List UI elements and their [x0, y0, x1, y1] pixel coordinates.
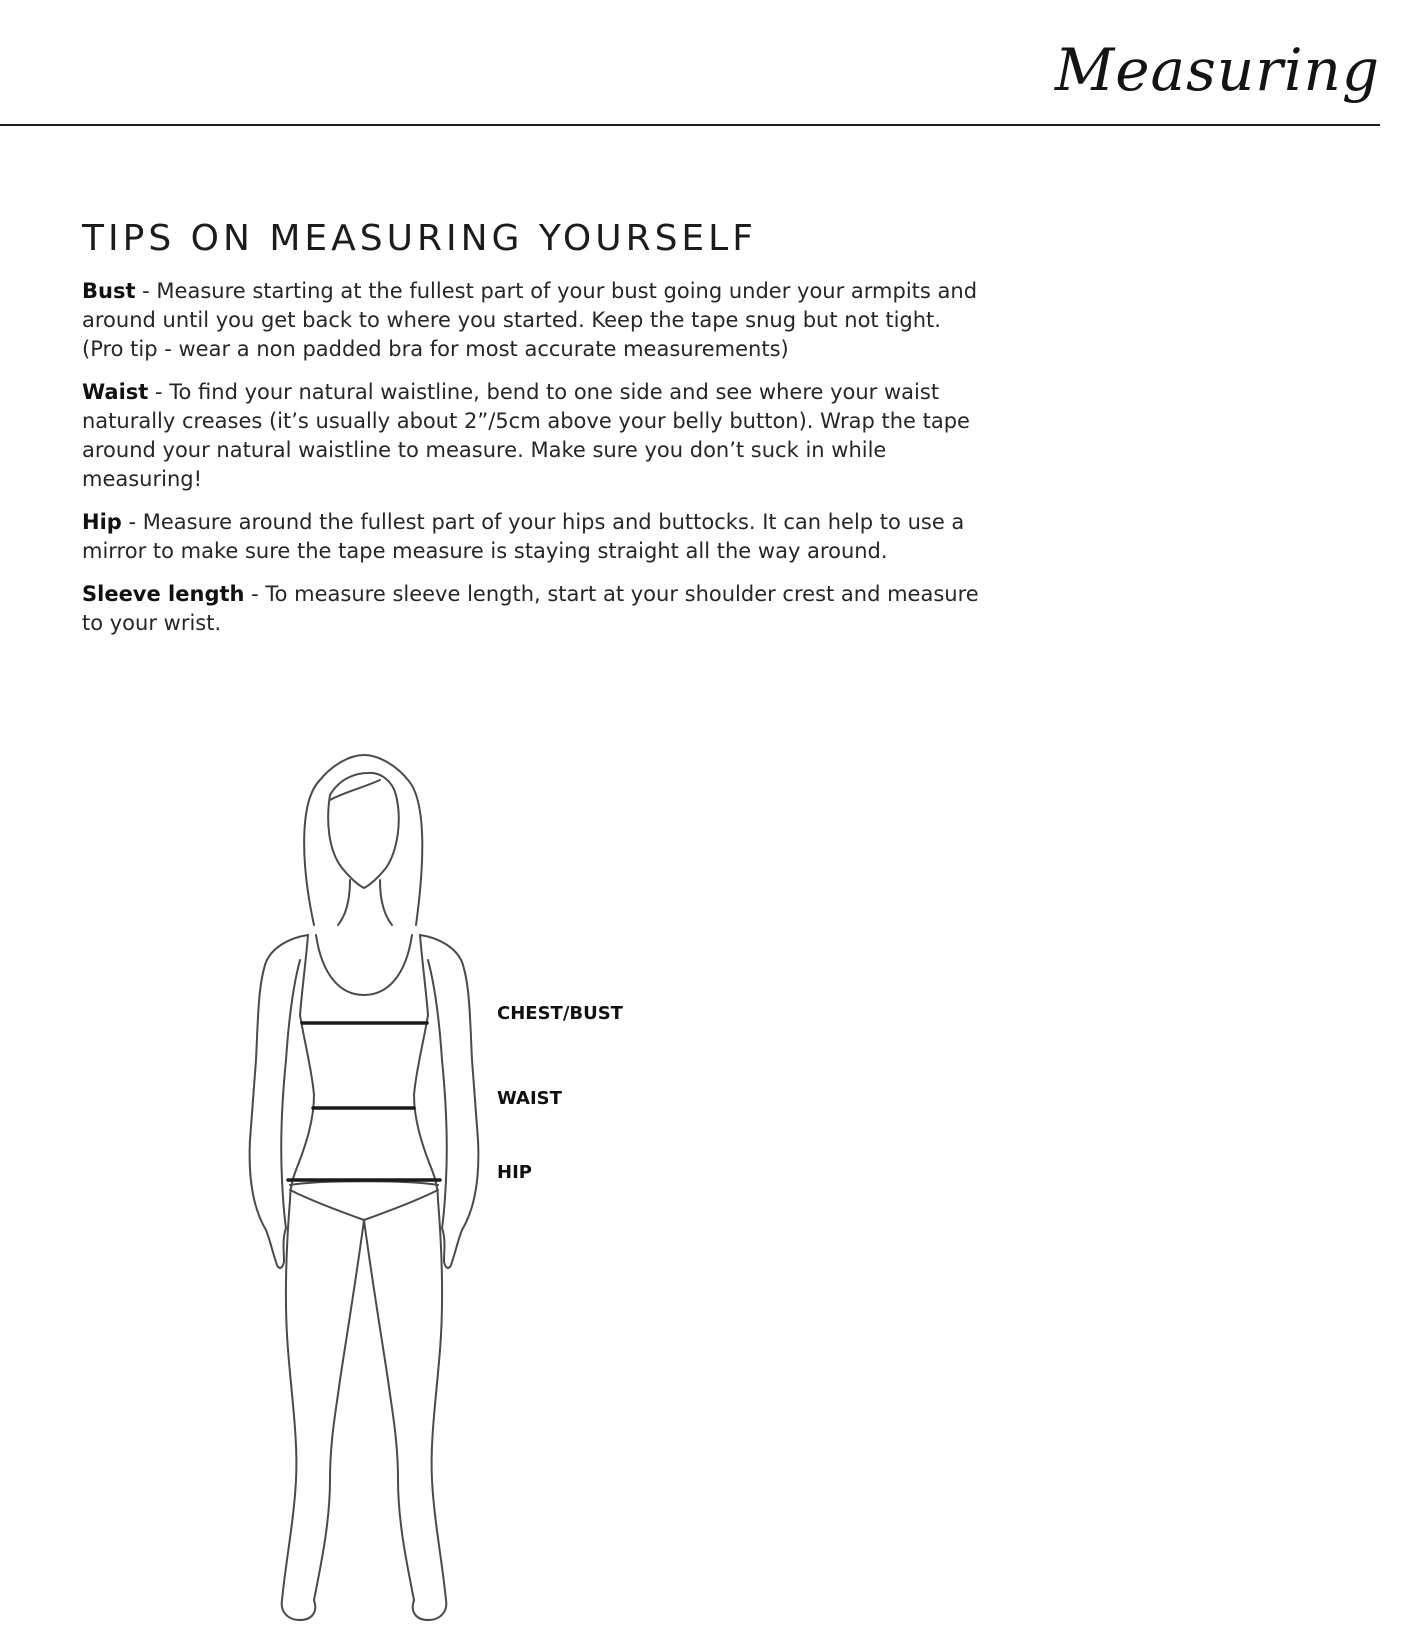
- header-divider: [0, 124, 1380, 126]
- right-inner-arm: [428, 960, 447, 1228]
- neck-left: [338, 880, 350, 925]
- tip-term: Hip: [82, 510, 122, 534]
- tip-term: Sleeve length: [82, 582, 245, 606]
- hip-label: HIP: [497, 1162, 532, 1183]
- section-title: TIPS ON MEASURING YOURSELF: [82, 218, 757, 259]
- chest-bust-label: CHEST/BUST: [497, 1003, 623, 1024]
- torso-right: [414, 1015, 438, 1200]
- left-shoulder-arm: [250, 935, 308, 1268]
- tip-bust: [82, 277, 982, 364]
- tip-sleeve-length: [82, 580, 982, 638]
- right-leg-inner: [364, 1220, 414, 1600]
- briefs-top: [290, 1181, 438, 1185]
- tip-waist: [82, 378, 982, 494]
- tip-text: - To measure sleeve length, start at your shoulder crest and measure to your wrist.: [82, 582, 979, 635]
- left-inner-arm: [281, 960, 300, 1228]
- briefs-leg-right: [364, 1190, 438, 1220]
- tank-strap-right: [420, 935, 428, 1015]
- hair-part: [330, 780, 380, 800]
- page-header: [0, 0, 1380, 126]
- tip-term: Waist: [82, 380, 149, 404]
- left-leg-inner: [314, 1220, 364, 1600]
- tips-section: [82, 218, 982, 652]
- briefs-leg-left: [290, 1190, 364, 1220]
- right-shoulder-arm: [420, 935, 478, 1268]
- neckline: [316, 935, 412, 995]
- tip-hip: [82, 508, 982, 566]
- tip-term: Bust: [82, 279, 136, 303]
- right-leg-outer: [413, 1200, 447, 1620]
- tip-text: - Measure starting at the fullest part of your bust going under your armpits and around until you get back to where you started. Keep the tape snug but not tight. (Pro tip - wear a non padded bra for most accurate measurements): [82, 279, 978, 361]
- tip-text: - To find your natural waistline, bend to one side and see where your waist naturally creases (it’s usually about 2”/5cm above your belly button). Wrap the tape around your natural waistline to measure. Make sure you don’t suck in while measuring!: [82, 380, 970, 491]
- torso-left: [290, 1015, 314, 1200]
- tip-text: - Measure around the fullest part of your hips and buttocks. It can help to use a mirror to make sure the tape measure is staying straight all the way around.: [82, 510, 965, 563]
- tank-strap-left: [300, 935, 308, 1015]
- left-leg-outer: [282, 1200, 316, 1620]
- face-outline: [328, 773, 399, 888]
- waist-label: WAIST: [497, 1088, 562, 1109]
- page-header-title: Measuring: [1054, 36, 1380, 104]
- hair-outline: [304, 755, 422, 925]
- neck-right: [380, 880, 392, 925]
